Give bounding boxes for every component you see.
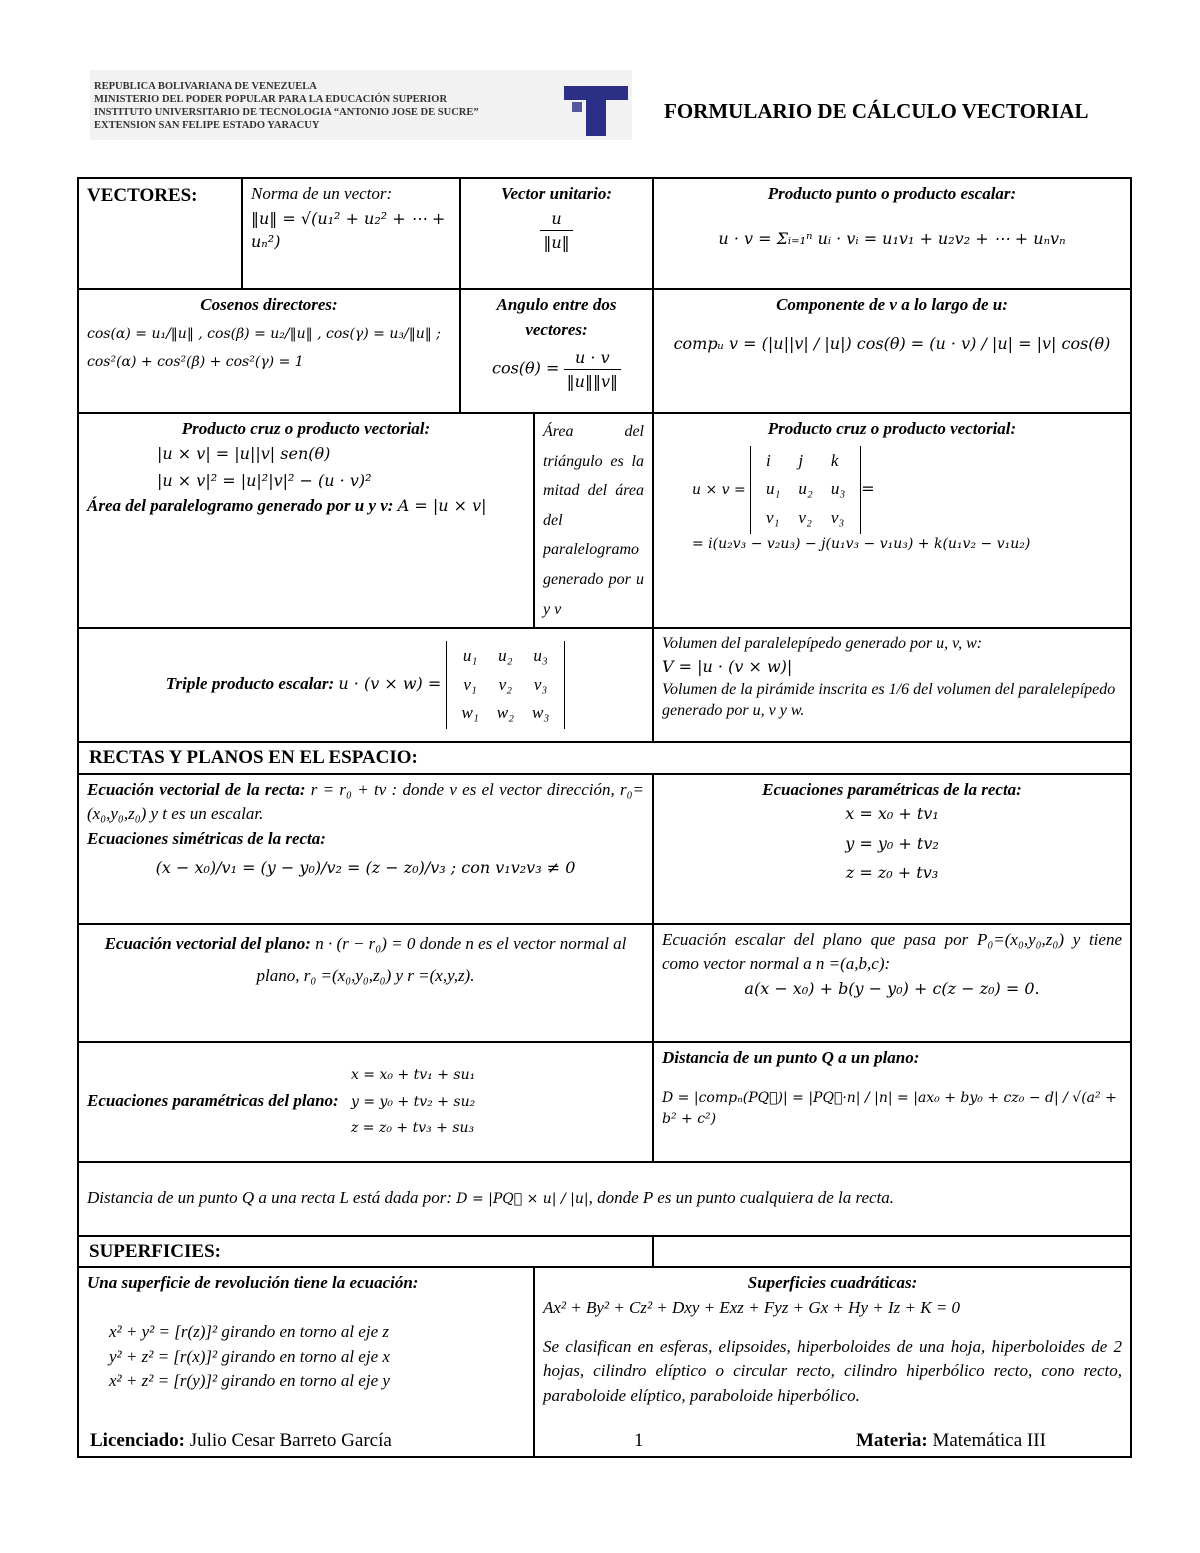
param-line-eq: x = x₀ + tv₁ [845, 804, 939, 824]
angle-lhs: cos(θ) = [491, 358, 560, 378]
param-plane-eq: x = x₀ + tv₁ + su₁ [350, 1067, 476, 1084]
cell-distance-line [78, 1162, 1131, 1236]
matrix-cell: u₃ [533, 646, 548, 666]
matrix-cell: v₂ [798, 507, 812, 527]
matrix-cell: v₂ [498, 674, 513, 694]
row-cosines [78, 289, 1131, 413]
matrix-cell: u₂ [498, 646, 513, 666]
section-title-superficies: SUPERFICIES: [89, 1240, 221, 1262]
angle-formula [469, 346, 644, 393]
matrix-cell: w₂ [496, 703, 514, 723]
cell-revolution [78, 1267, 534, 1457]
angle-num: u · v [575, 348, 610, 368]
matrix-cell: w₃ [532, 703, 550, 723]
footer-author [90, 1430, 392, 1452]
revolution-eqs [87, 1320, 525, 1394]
revolution-eq: y² + z² = [r(x)]² girando en torno al eje x [109, 1346, 390, 1366]
param-line-eq: z = z₀ + tv₃ [845, 862, 939, 882]
cell-norm [242, 178, 460, 289]
symmetric-formula: (x − x₀)/v₁ = (y − y₀)/v₂ = (z − z₀)/v₃ ; con v₁v₂v₃ ≠ 0 [155, 857, 576, 877]
dot-product-title: Producto punto o producto escalar: [767, 184, 1017, 203]
institute-logo-icon [564, 82, 628, 138]
row-distance-line [78, 1162, 1131, 1236]
document-title: FORMULARIO DE CÁLCULO VECTORIAL [664, 99, 1089, 123]
line-vector-text: r = r₀ + tv : donde v es el vector dirección, r₀=(x₀,y₀,z₀) y t es un escalar. [87, 779, 645, 824]
subject-name: Matemática III [932, 1430, 1046, 1451]
matrix-cell: v₁ [766, 507, 780, 527]
cell-volume [653, 628, 1131, 742]
distance-plane-formula: D = |compₙ(PQ⃗)| = |PQ⃗·n| / |n| = |ax₀ + by₀ + cz₀ − d| / √(a² + b² + c²) [662, 1090, 1117, 1127]
param-plane-eqs [351, 1065, 475, 1138]
cell-section-surfaces [78, 1236, 653, 1268]
norm-formula: ‖u‖ = √(u₁² + u₂² + ⋯ + uₙ²) [251, 208, 446, 251]
param-plane-title: Ecuaciones paramétricas del plano: [87, 1091, 339, 1111]
matrix-cell: w₁ [461, 703, 479, 723]
triple-lhs: u · (v × w) = [338, 674, 442, 694]
line-vector [87, 778, 644, 827]
matrix-cell: u₃ [830, 479, 846, 499]
param-plane-eq: y = y₀ + tv₂ + su₂ [350, 1093, 476, 1110]
cell-vectores [78, 178, 242, 289]
param-line-title: Ecuaciones paramétricas de la recta: [762, 779, 1022, 799]
triple-matrix [446, 641, 566, 729]
row-plane-parametric [78, 1042, 1131, 1162]
cell-plane-parametric [78, 1042, 653, 1162]
dot-product-formula: u · v = Σᵢ₌₁ⁿ uᵢ · vᵢ = u₁v₁ + u₂v₂ + ⋯ + uₙvₙ [718, 228, 1066, 248]
row-vectors-basic [78, 178, 1131, 289]
matrix-cell: u₂ [798, 479, 813, 499]
matrix-cell: u₁ [462, 646, 478, 666]
param-plane-eq: z = z₀ + tv₃ + su₃ [350, 1119, 475, 1136]
section-title-rectas-planos: RECTAS Y PLANOS EN EL ESPACIO: [89, 747, 418, 769]
cross-title: Producto cruz o producto vectorial: [181, 419, 431, 438]
matrix-cell: u₁ [766, 479, 781, 499]
row-section-lines-planes [78, 742, 1131, 774]
row-section-surfaces [78, 1236, 1131, 1268]
component-title: Componente de v a lo largo de u: [776, 295, 1008, 314]
row-surfaces [78, 1267, 1131, 1457]
volume-text: Volumen del paralelepípedo generado por u, v, w: [662, 635, 983, 653]
cell-direction-cosines [78, 289, 460, 413]
institution-text [94, 80, 479, 132]
revolution-eq: x² + z² = [r(y)]² girando en torno al eje y [109, 1371, 390, 1391]
triple-title: Triple producto escalar: [165, 674, 335, 694]
cross-title-2: Producto cruz o producto vectorial: [767, 419, 1017, 438]
volume-formula: V = |u · (v × w)| [662, 657, 793, 677]
triangle-area-text: Área del triángulo es la mitad del área del paralelogramo generado por u y v [543, 423, 644, 618]
cross-determinant: u × v = i j k u₁ u₂ u₃ v₁ v₂ v₃= [662, 446, 1122, 534]
cell-section-lines-planes [78, 742, 1131, 774]
parallelogram-formula: A = |u × v| [397, 496, 487, 516]
plane-vector [87, 928, 644, 993]
cross-expansion: = i(u₂v₃ − v₂u₃) − j(u₁v₃ − v₁u₃) + k(u₁v₂ − v₁u₂) [692, 535, 1031, 552]
matrix-row [454, 672, 558, 699]
cell-dot-product [653, 178, 1131, 289]
angle-fraction [564, 346, 621, 393]
symmetric-title: Ecuaciones simétricas de la recta: [87, 828, 326, 848]
revolution-text: Una superficie de revolución tiene la ecuación: [87, 1273, 419, 1293]
matrix-cell: v₃ [830, 507, 845, 527]
cosines-identity: cos²(α) + cos²(β) + cos²(γ) = 1 [87, 353, 304, 370]
row-line-equations [78, 774, 1131, 924]
institution-line: REPUBLICA BOLIVARIANA DE VENEZUELA [94, 81, 317, 92]
cell-plane-scalar [653, 924, 1131, 1042]
institution-line: INSTITUTO UNIVERSITARIO DE TECNOLOGIA “ANTONIO JOSE DE SUCRE” [94, 107, 479, 118]
line-vector-title: Ecuación vectorial de la recta: [87, 779, 306, 799]
cross-formula-2: |u × v|² = |u|²|v|² − (u · v)² [157, 470, 372, 490]
norm-title: Norma de un vector: [251, 184, 393, 203]
cosines-formula: cos(α) = u₁/‖u‖ , cos(β) = u₂/‖u‖ , cos(γ) = u₃/‖u‖ ; [87, 325, 441, 342]
page-number: 1 [634, 1430, 644, 1451]
plane-scalar-formula: a(x − x₀) + b(y − y₀) + c(z − z₀) = 0. [744, 978, 1040, 998]
cell-cross-determinant [653, 413, 1131, 628]
matrix-cell: v₁ [463, 674, 477, 694]
institution-line: MINISTERIO DEL PODER POPULAR PARA LA EDUCACIÓN SUPERIOR [94, 94, 448, 105]
matrix-row [758, 448, 853, 475]
row-plane-equations [78, 924, 1131, 1042]
cross-matrix [750, 446, 861, 534]
parallelogram-area [87, 494, 525, 519]
cell-line-parametric [653, 774, 1131, 924]
cell-plane-vector [78, 924, 653, 1042]
cell-cross-product [78, 413, 534, 628]
row-triple-product [78, 628, 1131, 742]
institution-line: EXTENSION SAN FELIPE ESTADO YARACUY [94, 120, 320, 131]
component-formula: compᵤ v = (|u||v| / |u|) cos(θ) = (u · v) / |u| = |v| cos(θ) [673, 333, 1111, 353]
quadric-title: Superficies cuadráticas: [747, 1273, 918, 1293]
matrix-row [758, 505, 853, 532]
distance-plane-title: Distancia de un punto Q a un plano: [662, 1047, 920, 1067]
pyramid-text: Volumen de la pirámide inscrita es 1/6 del volumen del paralelepípedo generado por u, v y w. [662, 680, 1116, 720]
plane-vector-text: n · (r − r₀) = 0 donde n es el vector normal al plano, r₀ =(x₀,y₀,z₀) y r =(x,y,z). [256, 933, 627, 985]
institution-header [90, 70, 632, 140]
angle-title: Angulo entre dos vectores: [496, 295, 617, 339]
author-name: Julio Cesar Barreto García [189, 1430, 392, 1451]
cell-triangle-area [534, 413, 653, 628]
matrix-cell: v₃ [533, 674, 548, 694]
matrix-row [758, 476, 853, 503]
matrix-row [454, 643, 558, 670]
plane-scalar-text: Ecuación escalar del plano que pasa por P₀=(x₀,y₀,z₀) y tiene como vector normal a n =(a,b,c): [662, 929, 1122, 974]
footer-subject [856, 1430, 1046, 1452]
matrix-cell: j [798, 450, 804, 470]
formula-table [77, 177, 1132, 1458]
unit-vector-formula [540, 207, 572, 254]
quadric-text: Se clasifican en esferas, elipsoides, hiperboloides de una hoja, hiperboloides de 2 hojas, cilindro elíptico o circular recto, cilindro hiperbólico recto, cono recto, paraboloide elíptico, paraboloide hiperbólico. [543, 1336, 1122, 1405]
distance-line-suffix: , donde P es un punto cualquiera de la recta. [588, 1188, 895, 1208]
cell-empty [653, 1236, 1131, 1268]
cell-line-vector [78, 774, 653, 924]
parallelogram-text: Área del paralelogramo generado por u y v: [87, 496, 394, 516]
subject-label: Materia: [856, 1430, 928, 1451]
matrix-cell: i [766, 450, 771, 470]
distance-line-formula: D = |PQ⃗ × u| / |u| [456, 1191, 589, 1208]
distance-line-text: Distancia de un punto Q a una recta L está dada por: [87, 1188, 453, 1208]
cell-distance-plane [653, 1042, 1131, 1162]
unit-num: u [551, 208, 562, 228]
cross-formula-1: |u × v| = |u||v| sen(θ) [157, 443, 331, 463]
plane-vector-title: Ecuación vectorial del plano: [104, 933, 311, 953]
cell-triple-product [78, 628, 653, 742]
matrix-cell: k [830, 450, 839, 470]
cell-quadric [534, 1267, 1131, 1457]
param-line-eq: y = y₀ + tv₂ [845, 833, 939, 853]
quadric-formula: Ax² + By² + Cz² + Dxy + Exz + Fyz + Gx + Hy + Iz + K = 0 [543, 1297, 961, 1317]
cell-unit-vector [460, 178, 653, 289]
cell-angle [460, 289, 653, 413]
unit-den: ‖u‖ [540, 230, 572, 254]
cross-lhs: u × v = [692, 481, 746, 498]
section-title-vectores: VECTORES: [87, 185, 198, 206]
cosines-title: Cosenos directores: [200, 295, 338, 314]
angle-den: ‖u‖‖v‖ [564, 369, 621, 393]
revolution-eq: x² + y² = [r(z)]² girando en torno al eje z [109, 1321, 389, 1341]
unit-vector-title: Vector unitario: [501, 184, 612, 203]
row-cross-product [78, 413, 1131, 628]
cell-component [653, 289, 1131, 413]
author-label: Licenciado: [90, 1430, 185, 1451]
matrix-row [454, 700, 558, 727]
